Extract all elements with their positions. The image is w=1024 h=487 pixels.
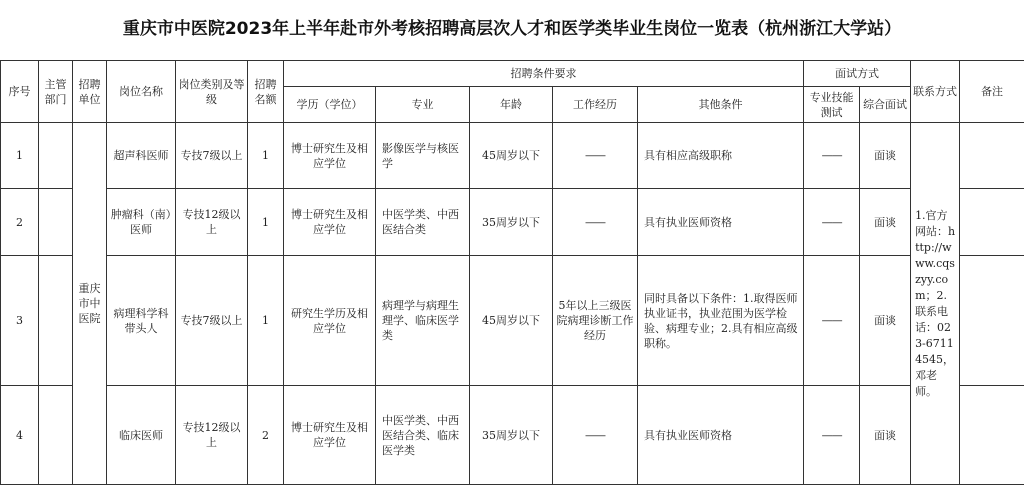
cell-skill-test: —— (804, 255, 860, 386)
header-category: 岗位类别及等级 (176, 61, 248, 123)
cell-major: 病理学与病理生理学、临床医学类 (376, 255, 470, 386)
header-contact: 联系方式 (911, 61, 960, 123)
header-seq: 序号 (1, 61, 39, 123)
cell-position: 肿瘤科（南）医师 (107, 189, 176, 255)
table-row (1, 123, 1024, 189)
cell-education: 博士研究生及相应学位 (284, 189, 376, 255)
cell-experience: —— (553, 189, 638, 255)
cell-contact: 1.官方网站：http://www.cqszyy.com；2.联系电话：023-67114545，邓老师。 (911, 123, 960, 485)
cell-education: 博士研究生及相应学位 (284, 386, 376, 485)
cell-age: 35周岁以下 (470, 386, 553, 485)
header-conditions: 招聘条件要求 (284, 61, 804, 87)
cell-comprehensive: 面谈 (860, 189, 911, 255)
cell-other: 具有执业医师资格 (638, 386, 804, 485)
header-remarks: 备注 (960, 61, 1024, 123)
page-title: 重庆市中医院2023年上半年赴市外考核招聘高层次人才和医学类毕业生岗位一览表（杭州浙江大学站） (122, 19, 902, 39)
header-skill-test: 专业技能测试 (804, 87, 860, 123)
cell-other: 同时具备以下条件：1.取得医师执业证书，执业范围为医学检验、病理专业；2.具有相应高级职称。 (638, 255, 804, 386)
cell-age: 45周岁以下 (470, 255, 553, 386)
cell-skill-test: —— (804, 189, 860, 255)
cell-remarks (960, 255, 1024, 386)
cell-comprehensive: 面谈 (860, 255, 911, 386)
header-major: 专业 (376, 87, 470, 123)
cell-dept (39, 123, 73, 189)
cell-other: 具有执业医师资格 (638, 189, 804, 255)
cell-comprehensive: 面谈 (860, 123, 911, 189)
cell-education: 研究生学历及相应学位 (284, 255, 376, 386)
cell-unit: 重庆市中医院 (73, 123, 107, 485)
cell-age: 45周岁以下 (470, 123, 553, 189)
cell-experience: 5年以上三级医院病理诊断工作经历 (553, 255, 638, 386)
table-row (1, 386, 1024, 485)
header-age: 年龄 (470, 87, 553, 123)
cell-education: 博士研究生及相应学位 (284, 123, 376, 189)
cell-dept (39, 386, 73, 485)
cell-category: 专技7级以上 (176, 123, 248, 189)
cell-category: 专技7级以上 (176, 255, 248, 386)
table-row (1, 255, 1024, 386)
cell-dept (39, 255, 73, 386)
cell-position: 超声科医师 (107, 123, 176, 189)
cell-skill-test: —— (804, 123, 860, 189)
table-row (1, 189, 1024, 255)
cell-seq: 3 (1, 255, 39, 386)
cell-remarks (960, 123, 1024, 189)
cell-seq: 4 (1, 386, 39, 485)
cell-quota: 1 (248, 255, 284, 386)
cell-quota: 1 (248, 189, 284, 255)
cell-comprehensive: 面谈 (860, 386, 911, 485)
header-other: 其他条件 (638, 87, 804, 123)
cell-seq: 2 (1, 189, 39, 255)
cell-category: 专技12级以上 (176, 189, 248, 255)
cell-seq: 1 (1, 123, 39, 189)
cell-remarks (960, 386, 1024, 485)
cell-quota: 2 (248, 386, 284, 485)
header-education: 学历（学位） (284, 87, 376, 123)
cell-major: 影像医学与核医学 (376, 123, 470, 189)
cell-category: 专技12级以上 (176, 386, 248, 485)
cell-skill-test: —— (804, 386, 860, 485)
cell-experience: —— (553, 123, 638, 189)
header-unit: 招聘单位 (73, 61, 107, 123)
cell-experience: —— (553, 386, 638, 485)
cell-other: 具有相应高级职称 (638, 123, 804, 189)
header-position: 岗位名称 (107, 61, 176, 123)
cell-major: 中医学类、中西医结合类、临床医学类 (376, 386, 470, 485)
cell-age: 35周岁以下 (470, 189, 553, 255)
header-dept: 主管部门 (39, 61, 73, 123)
cell-dept (39, 189, 73, 255)
cell-remarks (960, 189, 1024, 255)
header-experience: 工作经历 (553, 87, 638, 123)
header-interview: 面试方式 (804, 61, 911, 87)
header-comprehensive: 综合面试 (860, 87, 911, 123)
cell-position: 临床医师 (107, 386, 176, 485)
cell-major: 中医学类、中西医结合类 (376, 189, 470, 255)
header-quota: 招聘名额 (248, 61, 284, 123)
cell-position: 病理科学科带头人 (107, 255, 176, 386)
recruitment-table (0, 60, 1024, 485)
cell-quota: 1 (248, 123, 284, 189)
